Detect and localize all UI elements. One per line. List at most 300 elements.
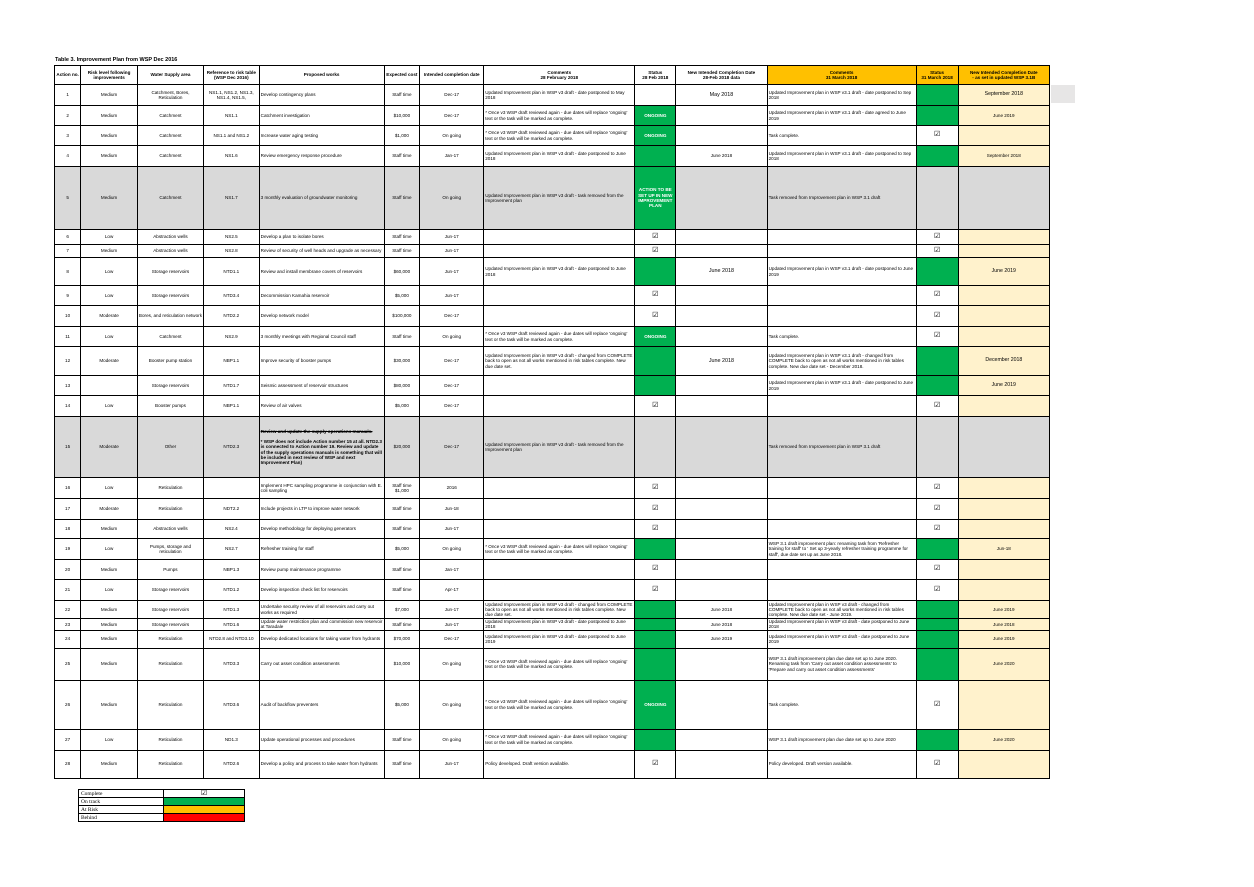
status-mar-cell [916, 680, 958, 729]
status-mar-cell [916, 167, 958, 230]
new-date-feb-cell [676, 580, 767, 601]
checkbox-checked-icon: ☑ [933, 760, 941, 768]
risk-cell: Medium [81, 630, 138, 648]
header-action-no: Action no. [55, 66, 81, 85]
reference-cell: NTD3.6 [204, 680, 260, 729]
reference-cell: NBP1.1 [204, 347, 260, 376]
cost-cell: $5,000 [384, 286, 420, 306]
new-date-mar-cell [958, 245, 1049, 258]
new-date-mar-cell: June 2019 [958, 258, 1049, 286]
legend-row [79, 814, 245, 822]
comments-feb-cell: Updated Improvement plan in WSP v3 draft - date postponed to May 2018 [484, 85, 635, 106]
status-feb-cell [635, 230, 676, 245]
status-feb-cell [635, 146, 676, 167]
area-cell: Other [137, 417, 203, 478]
area-cell: Catchment [137, 327, 203, 347]
status-feb-cell [635, 750, 676, 778]
action-no-cell: 3 [55, 126, 81, 146]
area-cell: Reticulation [137, 499, 203, 520]
comments-mar-cell [767, 306, 916, 327]
risk-cell: Medium [81, 245, 138, 258]
new-date-feb-cell [676, 417, 767, 478]
status-mar-cell [916, 245, 958, 258]
new-date-feb-cell [676, 306, 767, 327]
intended-date-cell: On going [420, 729, 484, 750]
area-cell: Storage reservoirs [137, 619, 203, 631]
cost-cell: $5,000 [384, 680, 420, 729]
reference-cell: NTD1.2 [204, 580, 260, 601]
comments-mar-cell: Task complete. [767, 680, 916, 729]
table-row [55, 286, 1050, 306]
status-feb-cell [635, 630, 676, 648]
new-date-mar-cell: September 2018 [958, 146, 1049, 167]
comments-mar-cell [767, 286, 916, 306]
action-no-cell: 16 [55, 478, 81, 499]
cost-cell: $30,000 [384, 347, 420, 376]
new-date-feb-cell [676, 539, 767, 560]
works-cell: 3 monthly meetings with Regional Council staff [259, 327, 384, 347]
area-cell: Pumps [137, 560, 203, 580]
status-feb-cell [635, 396, 676, 417]
new-date-feb-cell: May 2018 [676, 85, 767, 106]
table-row [55, 258, 1050, 286]
status-mar-cell [916, 539, 958, 560]
cost-cell: Staff time [384, 520, 420, 539]
status-mar-cell [916, 601, 958, 619]
comments-feb-cell: Updated Improvement plan in WSP v3 draft - task removed from the Improvement plan [484, 417, 635, 478]
cost-cell: Staff time [384, 230, 420, 245]
checkbox-checked-icon: ☑ [652, 483, 659, 491]
cost-cell: $10,000 [384, 648, 420, 680]
comments-mar-cell [767, 245, 916, 258]
checkbox-checked-icon: ☑ [933, 483, 941, 491]
intended-date-cell: On going [420, 167, 484, 230]
new-date-feb-cell: June 2018 [676, 258, 767, 286]
comments-mar-cell: Task removed from Improvement plan in WSP 3.1 draft [767, 417, 916, 478]
header-comments-mar: Comments 31 March 2018 [767, 66, 916, 85]
new-date-mar-cell: June 2019 [958, 630, 1049, 648]
new-date-feb-cell: June 2018 [676, 146, 767, 167]
area-cell: Storage reservoirs [137, 376, 203, 396]
risk-cell: Low [81, 729, 138, 750]
works-cell: Review of security of well heads and upgrade as necessary [259, 245, 384, 258]
checkbox-checked-icon: ☑ [652, 291, 659, 299]
area-cell: Abstraction wells [137, 520, 203, 539]
new-date-feb-cell: June 2019 [676, 630, 767, 648]
status-mar-cell [916, 146, 958, 167]
intended-date-cell: Dec-17 [420, 85, 484, 106]
legend-swatch [164, 806, 245, 814]
reference-cell: NS1.1 [204, 106, 260, 126]
new-date-mar-cell [958, 396, 1049, 417]
intended-date-cell: Dec-17 [420, 376, 484, 396]
works-cell [259, 417, 384, 478]
comments-mar-cell: Updated Improvement plan in WSP v3.1 draft - date agreed to June 2019 [767, 106, 916, 126]
comments-mar-cell: WSP 3.1 draft improvement plan due date set up to June 2020. Renaming task from 'Carry out asset condition assessments' to 'Prepare and carry out asset condition assessments' [767, 648, 916, 680]
table-row [55, 560, 1050, 580]
new-date-feb-cell [676, 520, 767, 539]
cost-cell: Staff time [384, 560, 420, 580]
table-row [55, 106, 1050, 126]
status-feb-cell [635, 286, 676, 306]
action-no-cell: 2 [55, 106, 81, 126]
cost-cell: Staff time [384, 85, 420, 106]
checkbox-checked-icon: ☑ [652, 246, 659, 254]
area-cell: Storage reservoirs [137, 258, 203, 286]
status-mar-cell [916, 750, 958, 778]
new-date-mar-cell: June 2018 [958, 619, 1049, 631]
works-cell: Develop inspection check list for reservoirs [259, 580, 384, 601]
new-date-mar-cell: June 2020 [958, 729, 1049, 750]
header-intended: Intended completion date [420, 66, 484, 85]
risk-cell: Low [81, 258, 138, 286]
action-no-cell: 13 [55, 376, 81, 396]
reference-cell: NTD2.8 and NTD3.10 [204, 630, 260, 648]
area-cell: Reticulation [137, 750, 203, 778]
header-new-date-feb: New Intended Completion Date 28-Feb 2018 data [676, 66, 767, 85]
intended-date-cell: Apr-17 [420, 580, 484, 601]
improvement-plan-table [54, 65, 1050, 779]
works-cell: Seismic assessment of reservoir structures [259, 376, 384, 396]
area-cell: Storage reservoirs [137, 601, 203, 619]
comments-feb-cell [484, 499, 635, 520]
checkbox-checked-icon: ☑ [652, 524, 659, 532]
area-cell: Catchment [137, 146, 203, 167]
intended-date-cell: Jun-17 [420, 520, 484, 539]
table-caption: Table 3. Improvement Plan from WSP Dec 2016 [55, 57, 178, 63]
works-cell: Implement HPC sampling programme in conjunction with E. coli sampling [259, 478, 384, 499]
comments-feb-cell [484, 560, 635, 580]
comments-mar-cell: Updated Improvement plan in WSP v3.1 draft - changed from COMPLETE back to open as not all works mentioned in risk tables complete. New due date set - December 2018. [767, 347, 916, 376]
works-cell: Increase water aging testing [259, 126, 384, 146]
table-row [55, 306, 1050, 327]
new-date-feb-cell [676, 560, 767, 580]
risk-cell: Medium [81, 126, 138, 146]
table-row [55, 167, 1050, 230]
new-date-mar-cell [958, 499, 1049, 520]
checkbox-checked-icon: ☑ [933, 131, 941, 139]
comments-feb-cell: * Once v3 WSP draft reviewed again - due dates will replace 'ongoing' text or the task will be marked as complete. [484, 539, 635, 560]
reference-cell: NS2.4 [204, 520, 260, 539]
comments-feb-cell: Updated Improvement plan in WSP v3 draft - date postponed to June 2019 [484, 630, 635, 648]
new-date-feb-cell [676, 750, 767, 778]
reference-cell: NS2.5 [204, 230, 260, 245]
area-cell: Reticulation [137, 680, 203, 729]
intended-date-cell: 2016 [420, 478, 484, 499]
reference-cell: NTD2.2 [204, 306, 260, 327]
works-cell: Catchment investigation [259, 106, 384, 126]
table-row [55, 580, 1050, 601]
area-cell: Storage reservoirs [137, 580, 203, 601]
comments-mar-cell: Task complete. [767, 126, 916, 146]
reference-cell: NS1.6 [204, 146, 260, 167]
table-row [55, 619, 1050, 631]
intended-date-cell: On going [420, 327, 484, 347]
comments-feb-cell: * Once v3 WSP draft reviewed again - due dates will replace 'ongoing' text or the task will be marked as complete. [484, 729, 635, 750]
works-cell: Develop network model [259, 306, 384, 327]
new-date-mar-cell [958, 306, 1049, 327]
works-cell: Include projects in LTP to improve water network [259, 499, 384, 520]
table-row [55, 230, 1050, 245]
works-cell: Decommission Kamahia reservoir [259, 286, 384, 306]
status-mar-cell [916, 258, 958, 286]
table-row [55, 630, 1050, 648]
risk-cell: Medium [81, 648, 138, 680]
comments-mar-cell [767, 396, 916, 417]
status-feb-cell [635, 560, 676, 580]
table-row [55, 729, 1050, 750]
new-date-mar-cell: June 2019 [958, 376, 1049, 396]
action-no-cell: 1 [55, 85, 81, 106]
new-date-feb-cell: June 2018 [676, 601, 767, 619]
status-mar-cell [916, 580, 958, 601]
table-row [55, 478, 1050, 499]
intended-date-cell: Dec-17 [420, 106, 484, 126]
intended-date-cell: Dec-17 [420, 306, 484, 327]
action-no-cell: 15 [55, 417, 81, 478]
comments-mar-cell [767, 520, 916, 539]
comments-feb-cell: Updated Improvement plan in WSP v3 draft - date postponed to June 2018 [484, 146, 635, 167]
risk-cell: Medium [81, 680, 138, 729]
checkbox-checked-icon: ☑ [933, 565, 941, 573]
reference-cell [204, 478, 260, 499]
new-date-feb-cell [676, 478, 767, 499]
table-row [55, 680, 1050, 729]
action-no-cell: 7 [55, 245, 81, 258]
comments-mar-cell: Task complete. [767, 327, 916, 347]
area-cell: Catchment [137, 126, 203, 146]
action-no-cell: 12 [55, 347, 81, 376]
intended-date-cell: Dec-17 [420, 417, 484, 478]
legend-label: Behind [79, 814, 164, 822]
works-struck-text: Review and update the supply operations manuals. [260, 428, 373, 434]
new-date-mar-cell [958, 560, 1049, 580]
table-row [55, 146, 1050, 167]
area-cell: Reticulation [137, 630, 203, 648]
comments-feb-cell: * Once v3 WSP draft reviewed again - due dates will replace 'ongoing' text or the task will be marked as complete. [484, 106, 635, 126]
area-cell: Booster pump station [137, 347, 203, 376]
area-cell: Catchment [137, 106, 203, 126]
cost-cell: $7,000 [384, 601, 420, 619]
action-no-cell: 18 [55, 520, 81, 539]
cost-cell: $100,000 [384, 306, 420, 327]
comments-feb-cell [484, 230, 635, 245]
intended-date-cell: On going [420, 680, 484, 729]
table-row [55, 85, 1050, 106]
action-no-cell: 19 [55, 539, 81, 560]
reference-cell: NS1.1, NS1.2, NS1.3, NS1.4, NS1.5, [204, 85, 260, 106]
header-status-feb: Status 28 Feb 2018 [635, 66, 676, 85]
risk-cell: Low [81, 396, 138, 417]
header-reference: Reference to risk table (WSP Dec 2016) [204, 66, 260, 85]
risk-cell: Moderate [81, 499, 138, 520]
status-mar-cell [916, 306, 958, 327]
status-mar-cell [916, 520, 958, 539]
status-mar-cell [916, 630, 958, 648]
intended-date-cell: Dec-17 [420, 630, 484, 648]
intended-date-cell: On going [420, 126, 484, 146]
status-feb-cell: ACTION TO BE SET UP IN NEW IMPROVEMENT PLAN [635, 167, 676, 230]
comments-feb-cell: * Once v3 WSP draft reviewed again - due dates will replace 'ongoing' text or the task will be marked as complete. [484, 126, 635, 146]
checkbox-checked-icon: ☑ [933, 401, 941, 409]
comments-feb-cell [484, 245, 635, 258]
new-date-mar-cell: September 2018 [958, 85, 1049, 106]
action-no-cell: 21 [55, 580, 81, 601]
new-date-mar-cell [958, 520, 1049, 539]
reference-cell: NTD2.6 [204, 750, 260, 778]
status-mar-cell [916, 619, 958, 631]
works-cell: Carry out asset condition assessments [259, 648, 384, 680]
checkbox-checked-icon: ☑ [652, 565, 659, 573]
new-date-feb-cell [676, 167, 767, 230]
comments-mar-cell: Updated Improvement plan in WSP v3.1 draft - date postponed to Sep 2018 [767, 85, 916, 106]
comments-mar-cell: WSP 3.1 draft improvement plan due date set up to June 2020 [767, 729, 916, 750]
reference-cell: NS1.1 and NS1.2 [204, 126, 260, 146]
reference-cell: NTD1.7 [204, 376, 260, 396]
checkbox-checked-icon: ☑ [652, 401, 659, 409]
new-date-feb-cell [676, 376, 767, 396]
risk-cell: Medium [81, 560, 138, 580]
area-cell: Catchment, Bores, Reticulation [137, 85, 203, 106]
works-cell: Refresher training for staff [259, 539, 384, 560]
action-no-cell: 22 [55, 601, 81, 619]
status-feb-cell: ONGOING [635, 106, 676, 126]
comments-mar-cell: WSP 3.1 draft improvement plan: renaming task from 'Refresher training for staff' to ' Set up 3-yearly refresher training programme for staff', due date set up as June 2018. [767, 539, 916, 560]
header-cost: Expected cost [384, 66, 420, 85]
status-feb-cell [635, 580, 676, 601]
table-row [55, 126, 1050, 146]
comments-feb-cell [484, 520, 635, 539]
checkbox-checked-icon: ☑ [200, 789, 208, 797]
status-feb-cell [635, 499, 676, 520]
risk-cell: Low [81, 580, 138, 601]
risk-cell: Medium [81, 750, 138, 778]
reference-cell: NTD3.4 [204, 286, 260, 306]
action-no-cell: 20 [55, 560, 81, 580]
risk-cell: Low [81, 478, 138, 499]
comments-feb-cell [484, 376, 635, 396]
works-cell: Review pump maintenance programme [259, 560, 384, 580]
new-date-mar-cell: June 2019 [958, 601, 1049, 619]
new-date-feb-cell [676, 499, 767, 520]
intended-date-cell: Jun-17 [420, 750, 484, 778]
status-mar-cell [916, 560, 958, 580]
status-feb-cell [635, 729, 676, 750]
risk-cell: Medium [81, 520, 138, 539]
new-date-mar-cell [958, 286, 1049, 306]
cost-cell: $1,000 [384, 126, 420, 146]
cost-cell: Staff time [384, 729, 420, 750]
comments-feb-cell: Updated Improvement plan in WSP v3 draft - date postponed to June 2018 [484, 619, 635, 631]
comments-feb-cell: Updated Improvement plan in WSP v3 draft - date postponed to June 2018 [484, 258, 635, 286]
comments-feb-cell [484, 286, 635, 306]
header-status-mar: Status 31 March 2018 [916, 66, 958, 85]
works-cell: Review of air valves [259, 396, 384, 417]
action-no-cell: 4 [55, 146, 81, 167]
comments-mar-cell [767, 478, 916, 499]
status-feb-cell: ONGOING [635, 126, 676, 146]
area-cell: Pumps, storage and reticulation [137, 539, 203, 560]
cost-cell: $5,000 [384, 539, 420, 560]
header-works: Proposed works [259, 66, 384, 85]
action-no-cell: 17 [55, 499, 81, 520]
intended-date-cell: Jun-17 [420, 230, 484, 245]
checkbox-checked-icon: ☑ [933, 504, 941, 512]
comments-feb-cell: Policy developed. Draft version available. [484, 750, 635, 778]
area-cell: Abstraction wells [137, 230, 203, 245]
new-date-feb-cell [676, 126, 767, 146]
checkbox-checked-icon: ☑ [933, 232, 941, 240]
new-date-mar-cell: June 2019 [958, 106, 1049, 126]
works-cell: 3 monthly evaluation of groundwater monitoring [259, 167, 384, 230]
new-date-mar-cell [958, 750, 1049, 778]
comments-feb-cell [484, 580, 635, 601]
works-cell: Review emergency response procedure [259, 146, 384, 167]
works-cell: Develop dedicated locations for taking water from hydrants [259, 630, 384, 648]
checkbox-checked-icon: ☑ [933, 291, 941, 299]
cost-cell: Staff time [384, 327, 420, 347]
cost-cell: Staff time [384, 245, 420, 258]
status-feb-cell [635, 539, 676, 560]
header-comments-feb: Comments 28 February 2018 [484, 66, 635, 85]
works-cell: Audit of backflow preventers [259, 680, 384, 729]
table-row [55, 347, 1050, 376]
works-cell: Update water restriction plan and commission new reservoir at Taradale [260, 619, 383, 630]
cost-cell: $10,000 [384, 106, 420, 126]
risk-cell: Medium [81, 85, 138, 106]
cost-cell: Staff time [384, 750, 420, 778]
risk-cell: Medium [81, 619, 138, 631]
status-legend [78, 789, 245, 822]
risk-cell: Low [81, 539, 138, 560]
intended-date-cell: Dec-17 [420, 396, 484, 417]
new-date-feb-cell [676, 396, 767, 417]
new-date-mar-cell [958, 327, 1049, 347]
status-mar-cell [916, 417, 958, 478]
cost-cell: $60,000 [384, 258, 420, 286]
table-row [55, 376, 1050, 396]
comments-mar-cell: Policy developed. Draft version available. [767, 750, 916, 778]
cost-cell: Staff time [384, 580, 420, 601]
comments-mar-cell [767, 560, 916, 580]
status-mar-cell [916, 230, 958, 245]
status-feb-cell: ONGOING [635, 680, 676, 729]
status-feb-cell [635, 376, 676, 396]
legend-label: On track [79, 798, 164, 806]
new-date-feb-cell: June 2018 [676, 619, 767, 631]
table-row [55, 520, 1050, 539]
action-no-cell: 28 [55, 750, 81, 778]
works-note-text: * WSP does not include Action number 15 at all. NTD2.3 is connected to Action number 19. Review and update of the supply operations manuals is something that will be included in next review of WSP and next Improvement Plan) [260, 439, 382, 466]
intended-date-cell: Jun-18 [420, 499, 484, 520]
checkbox-checked-icon: ☑ [933, 585, 941, 593]
reference-cell: NTD1.1 [204, 258, 260, 286]
table-row [55, 499, 1050, 520]
side-shaded-cell [1051, 85, 1075, 103]
new-date-mar-cell: June 2020 [958, 648, 1049, 680]
comments-mar-cell: Updated Improvement plan in WSP v3 draft - date postponed to June 2019 [767, 630, 916, 648]
status-mar-cell [916, 729, 958, 750]
table-row [55, 648, 1050, 680]
cost-cell: Staff time [384, 146, 420, 167]
comments-mar-cell: Updated Improvement plan in WSP v3.1 draft - date postponed to Sep 2018 [767, 146, 916, 167]
intended-date-cell: Jun-17 [420, 286, 484, 306]
intended-date-cell: On going [420, 648, 484, 680]
risk-cell: Low [81, 230, 138, 245]
comments-mar-cell [767, 580, 916, 601]
reference-cell: ND1.3 [204, 729, 260, 750]
action-no-cell: 27 [55, 729, 81, 750]
